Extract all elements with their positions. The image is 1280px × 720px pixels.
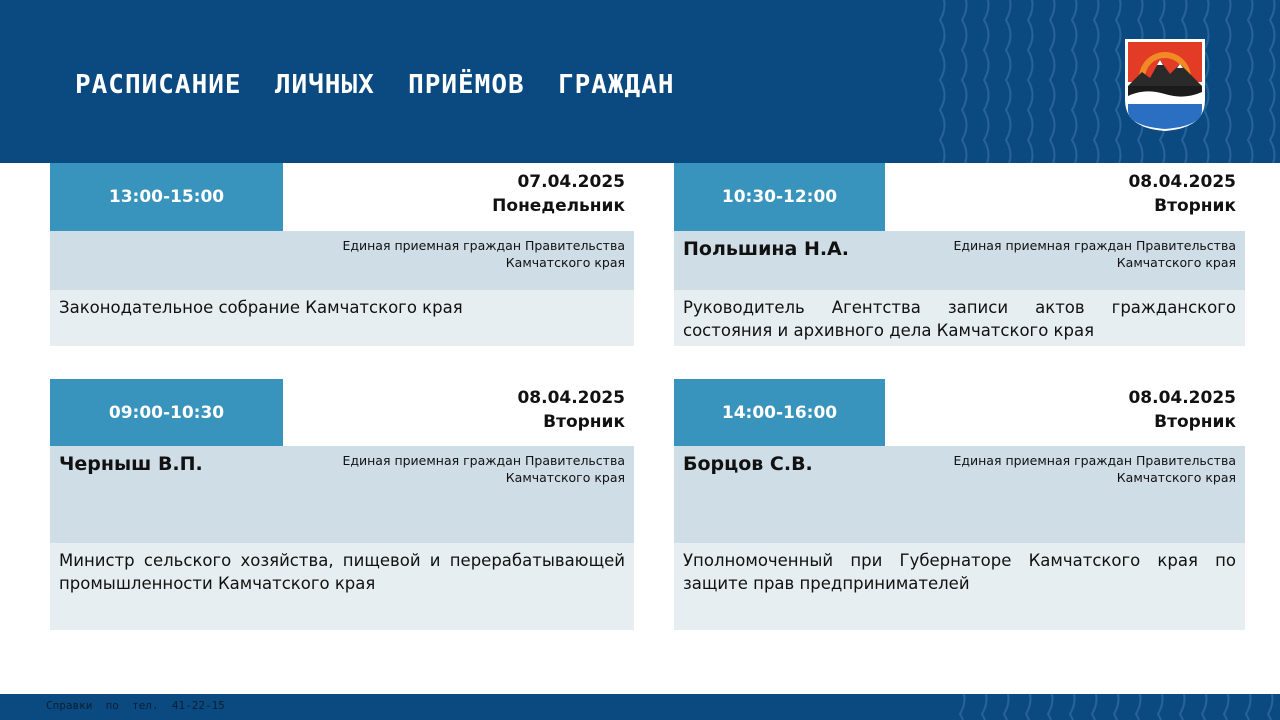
schedule-card-4: [674, 379, 1245, 630]
schedule-card-2: [674, 163, 1245, 346]
date-block: [1128, 170, 1236, 218]
organization-line: Единая приемная граждан Правительства: [342, 238, 625, 253]
reference-phone: Справки по тел. 41-22-15: [46, 699, 225, 712]
date: 08.04.2025: [517, 388, 625, 408]
details-band: [50, 446, 634, 543]
person-name: Борцов С.В.: [683, 453, 813, 475]
position-band: [674, 290, 1245, 346]
position-band: [674, 543, 1245, 630]
organization-line: Камчатского края: [1116, 470, 1236, 485]
kamchatka-coat-of-arms-icon: [1124, 38, 1206, 132]
organization-line: Единая приемная граждан Правительства: [953, 238, 1236, 253]
weekday: Понедельник: [492, 196, 625, 216]
weekday: Вторник: [1154, 196, 1236, 216]
time-slot: 10:30-12:00: [674, 163, 885, 231]
date: 08.04.2025: [1128, 388, 1236, 408]
details-band: [50, 231, 634, 290]
position-band: [50, 543, 634, 630]
organization-line: Камчатского края: [1116, 255, 1236, 270]
weekday: Вторник: [1154, 412, 1236, 432]
date-block: [517, 386, 625, 434]
position-title: Руководитель Агентства записи актов гражданского состояния и архивного дела Камчатского края: [683, 298, 1236, 340]
date: 08.04.2025: [1128, 172, 1236, 192]
organization-line: Камчатского края: [505, 255, 625, 270]
position-title: Уполномоченный при Губернаторе Камчатского края по защите прав предпринимателей: [683, 551, 1236, 593]
position-band: [50, 290, 634, 346]
schedule-card-3: [50, 379, 634, 630]
person-name: Польшина Н.А.: [683, 238, 849, 260]
organization-line: Камчатского края: [505, 470, 625, 485]
details-band: [674, 446, 1245, 543]
organization-line: Единая приемная граждан Правительства: [953, 453, 1236, 468]
organization: [325, 452, 625, 486]
date-block: [1128, 386, 1236, 434]
organization-line: Единая приемная граждан Правительства: [342, 453, 625, 468]
details-band: [674, 231, 1245, 290]
person-name: Черныш В.П.: [59, 453, 203, 475]
position-title: Министр сельского хозяйства, пищевой и перерабатывающей промышленности Камчатского края: [59, 551, 625, 593]
position-title: Законодательное собрание Камчатского края: [59, 298, 463, 317]
time-slot: 13:00-15:00: [50, 163, 283, 231]
weekday: Вторник: [543, 412, 625, 432]
organization: [936, 452, 1236, 486]
time-slot: 09:00-10:30: [50, 379, 283, 446]
date: 07.04.2025: [517, 172, 625, 192]
schedule-card-1: [50, 163, 634, 346]
organization: [325, 237, 625, 271]
date-block: [492, 170, 625, 218]
page-title: РАСПИСАНИЕ ЛИЧНЫХ ПРИЁМОВ ГРАЖДАН: [75, 70, 675, 100]
header-banner: [0, 0, 1280, 163]
time-slot: 14:00-16:00: [674, 379, 885, 446]
organization: [936, 237, 1236, 271]
footer-bar: [0, 694, 1280, 720]
